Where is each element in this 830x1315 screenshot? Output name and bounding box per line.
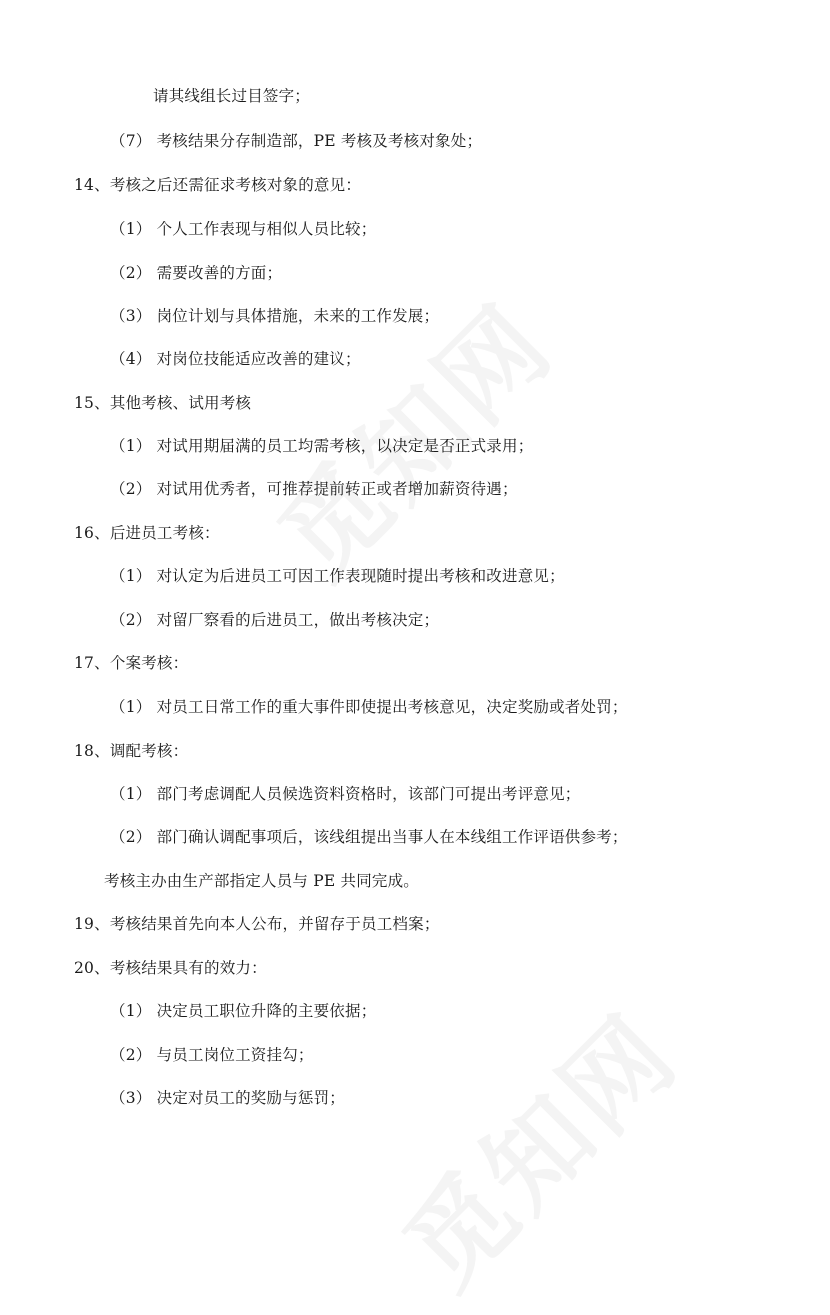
text-line: （3） 岗位计划与具体措施，未来的工作发展； (110, 307, 440, 325)
text-line: 请其线组长过目签字； (153, 87, 311, 105)
text-line: 14、考核之后还需征求考核对象的意见： (74, 176, 362, 194)
text-line: （7） 考核结果分存制造部，PE 考核及考核对象处； (110, 132, 483, 150)
text-line: 15、其他考核、试用考核 (74, 394, 252, 412)
text-line: （2） 对留厂察看的后进员工，做出考核决定； (110, 611, 440, 629)
text-line: 19、考核结果首先向本人公布，并留存于员工档案； (74, 915, 440, 933)
text-line: （1） 对试用期届满的员工均需考核，以决定是否正式录用； (110, 437, 534, 455)
text-line: （1） 对认定为后进员工可因工作表现随时提出考核和改进意见； (110, 567, 565, 585)
text-line: （1） 个人工作表现与相似人员比较； (110, 220, 377, 238)
text-line: 16、后进员工考核： (74, 524, 220, 542)
text-line: 20、考核结果具有的效力： (74, 959, 267, 977)
text-line: （1） 对员工日常工作的重大事件即使提出考核意见，决定奖励或者处罚； (110, 698, 628, 716)
text-line: （2） 需要改善的方面； (110, 264, 283, 282)
text-line: （2） 对试用优秀者，可推荐提前转正或者增加薪资待遇； (110, 480, 518, 498)
text-line: （1） 决定员工职位升降的主要依据； (110, 1002, 377, 1020)
text-line: （2） 部门确认调配事项后，该线组提出当事人在本线组工作评语供参考； (110, 828, 628, 846)
text-line: 18、调配考核： (74, 742, 189, 760)
text-line: 考核主办由生产部指定人员与 PE 共同完成。 (104, 872, 419, 890)
text-line: 17、个案考核： (74, 654, 189, 672)
text-line: （1） 部门考虑调配人员候选资料资格时，该部门可提出考评意见； (110, 785, 581, 803)
text-line: （3） 决定对员工的奖励与惩罚； (110, 1089, 345, 1107)
watermark-bottom (365, 975, 704, 1314)
text-line: （2） 与员工岗位工资挂勾； (110, 1046, 314, 1064)
text-line: （4） 对岗位技能适应改善的建议； (110, 350, 361, 368)
